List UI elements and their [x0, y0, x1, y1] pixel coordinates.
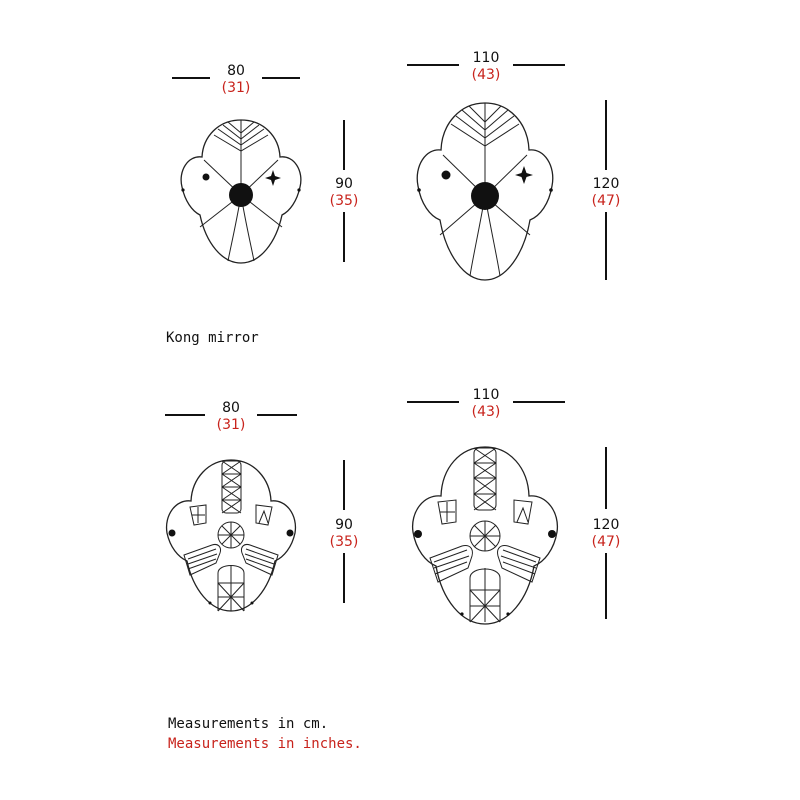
- bottom-large-height-in: (47): [591, 534, 621, 550]
- top-ladder-panel: [474, 448, 496, 510]
- top-large-height-label: [566, 176, 646, 210]
- bottom-large-height-line-top: [605, 447, 607, 509]
- center-knob: [229, 183, 253, 207]
- top-small-height-in: (35): [329, 193, 359, 209]
- top-small-height-cm: 90: [335, 176, 353, 192]
- bottom-small-height-line-bottom: [343, 553, 345, 603]
- bottom-arch-window: [218, 565, 244, 611]
- bottom-right-dot: [506, 612, 509, 615]
- left-dot: [169, 530, 176, 537]
- left-cheek-grille: [430, 545, 472, 582]
- star-icon: [265, 170, 281, 186]
- legend-inches: Measurements in inches.: [168, 736, 362, 752]
- star-icon: [515, 166, 533, 184]
- center-wheel: [218, 522, 244, 548]
- bottom-large-width-in: (43): [471, 404, 501, 420]
- bottom-small-width-cm: 80: [222, 400, 240, 416]
- right-cheek-grille: [498, 545, 540, 582]
- kong-mirror-large-drawing: [406, 100, 564, 284]
- top-large-height-in: (47): [591, 193, 621, 209]
- kong-mirror-variant-small-drawing: [160, 455, 302, 615]
- measurement-legend: [168, 714, 362, 754]
- right-small-dot: [549, 188, 553, 192]
- bottom-small-width-label: [191, 400, 271, 434]
- bottom-large-width-label: [446, 387, 526, 421]
- top-small-width-label: [196, 63, 276, 97]
- top-small-height-label: [304, 176, 384, 210]
- top-ladder-panel: [222, 461, 241, 513]
- right-small-dot: [297, 188, 300, 191]
- left-dot: [414, 530, 422, 538]
- bottom-small-height-cm: 90: [335, 517, 353, 533]
- product-caption: Kong mirror: [166, 330, 259, 346]
- top-small-height-line-top: [343, 120, 345, 170]
- kong-mirror-variant-large-drawing: [404, 444, 566, 626]
- top-large-height-cm: 120: [592, 176, 620, 192]
- top-large-width-in: (43): [471, 67, 501, 83]
- center-knob: [471, 182, 499, 210]
- right-dot: [548, 530, 556, 538]
- bottom-arch-window: [470, 568, 500, 622]
- center-wheel: [470, 521, 500, 551]
- left-eye-panel: [438, 500, 456, 524]
- bottom-small-width-in: (31): [216, 417, 246, 433]
- right-eye-panel: [256, 505, 272, 525]
- right-dot: [287, 530, 294, 537]
- bottom-large-height-line-bottom: [605, 553, 607, 619]
- bottom-left-dot: [209, 602, 212, 605]
- left-eye-panel: [190, 505, 206, 525]
- bottom-right-dot: [251, 602, 254, 605]
- left-small-dot: [417, 188, 421, 192]
- bottom-left-dot: [460, 612, 463, 615]
- bottom-large-height-cm: 120: [592, 517, 620, 533]
- bottom-small-height-label: [304, 517, 384, 551]
- top-small-width-in: (31): [221, 80, 251, 96]
- top-large-width-label: [446, 50, 526, 84]
- bottom-small-height-in: (35): [329, 534, 359, 550]
- top-small-height-line-bottom: [343, 212, 345, 262]
- left-dot: [203, 174, 210, 181]
- top-large-height-line-top: [605, 100, 607, 170]
- right-eye-panel: [514, 500, 532, 524]
- left-dot: [442, 171, 451, 180]
- legend-cm: Measurements in cm.: [168, 716, 329, 732]
- top-large-width-cm: 110: [472, 50, 500, 66]
- kong-mirror-small-drawing: [170, 115, 312, 267]
- bottom-large-width-cm: 110: [472, 387, 500, 403]
- top-large-height-line-bottom: [605, 212, 607, 280]
- bottom-large-height-label: [566, 517, 646, 551]
- left-small-dot: [181, 188, 184, 191]
- top-small-width-cm: 80: [227, 63, 245, 79]
- bottom-small-height-line-top: [343, 460, 345, 510]
